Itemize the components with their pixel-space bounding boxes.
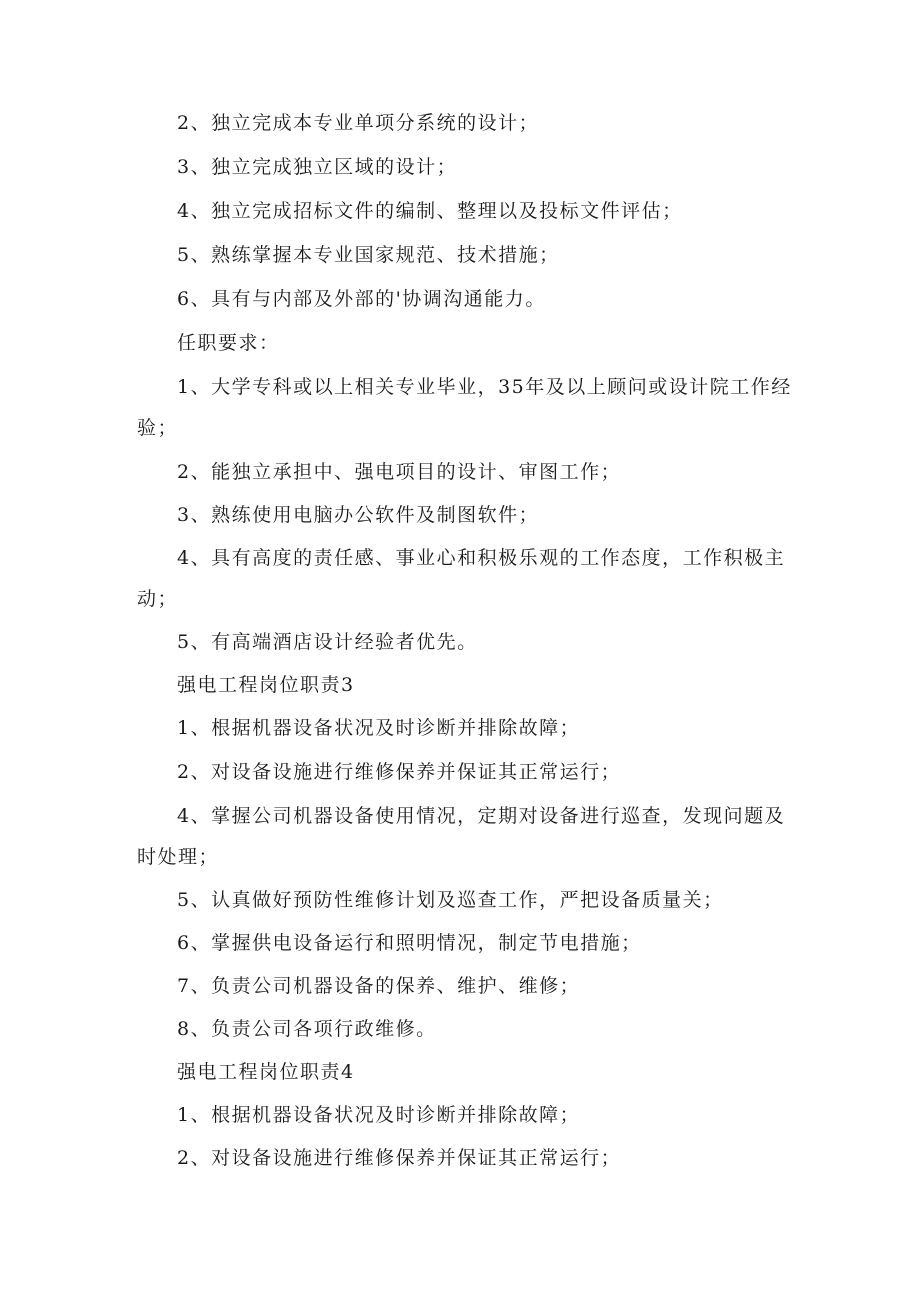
paragraph: 7、负责公司机器设备的保养、维护、维修； <box>177 975 581 997</box>
paragraph: 4、掌握公司机器设备使用情况，定期对设备进行巡查，发现问题及时处理； <box>137 805 786 868</box>
paragraph: 6、掌握供电设备运行和照明情况，制定节电措施； <box>177 932 642 954</box>
paragraph: 4、具有高度的责任感、事业心和积极乐观的工作态度，工作积极主动； <box>137 547 786 610</box>
paragraph: 2、能独立承担中、强电项目的设计、审图工作； <box>177 461 622 483</box>
paragraph: 6、具有与内部及外部的'协调沟通能力。 <box>177 288 546 310</box>
paragraph: 1、大学专科或以上相关专业毕业，35年及以上顾问或设计院工作经验； <box>137 376 792 439</box>
paragraph: 2、对设备设施进行维修保养并保证其正常运行； <box>177 1147 622 1169</box>
paragraph: 5、有高端酒店设计经验者优先。 <box>177 631 478 653</box>
paragraph: 1、根据机器设备状况及时诊断并排除故障； <box>177 717 581 739</box>
paragraph: 2、对设备设施进行维修保养并保证其正常运行； <box>177 761 622 783</box>
section-heading: 强电工程岗位职责4 <box>177 1061 355 1083</box>
section-heading: 任职要求： <box>177 332 280 354</box>
section-heading: 强电工程岗位职责3 <box>177 674 355 696</box>
paragraph: 2、独立完成本专业单项分系统的设计； <box>177 112 540 134</box>
paragraph: 8、负责公司各项行政维修。 <box>177 1018 437 1040</box>
paragraph: 3、熟练使用电脑办公软件及制图软件； <box>177 504 540 526</box>
paragraph: 5、认真做好预防性维修计划及巡查工作，严把设备质量关； <box>177 889 724 911</box>
paragraph: 5、熟练掌握本专业国家规范、技术措施； <box>177 244 560 266</box>
paragraph: 1、根据机器设备状况及时诊断并排除故障； <box>177 1104 581 1126</box>
paragraph: 4、独立完成招标文件的编制、整理以及投标文件评估； <box>177 200 683 222</box>
paragraph: 3、独立完成独立区域的设计； <box>177 156 458 178</box>
